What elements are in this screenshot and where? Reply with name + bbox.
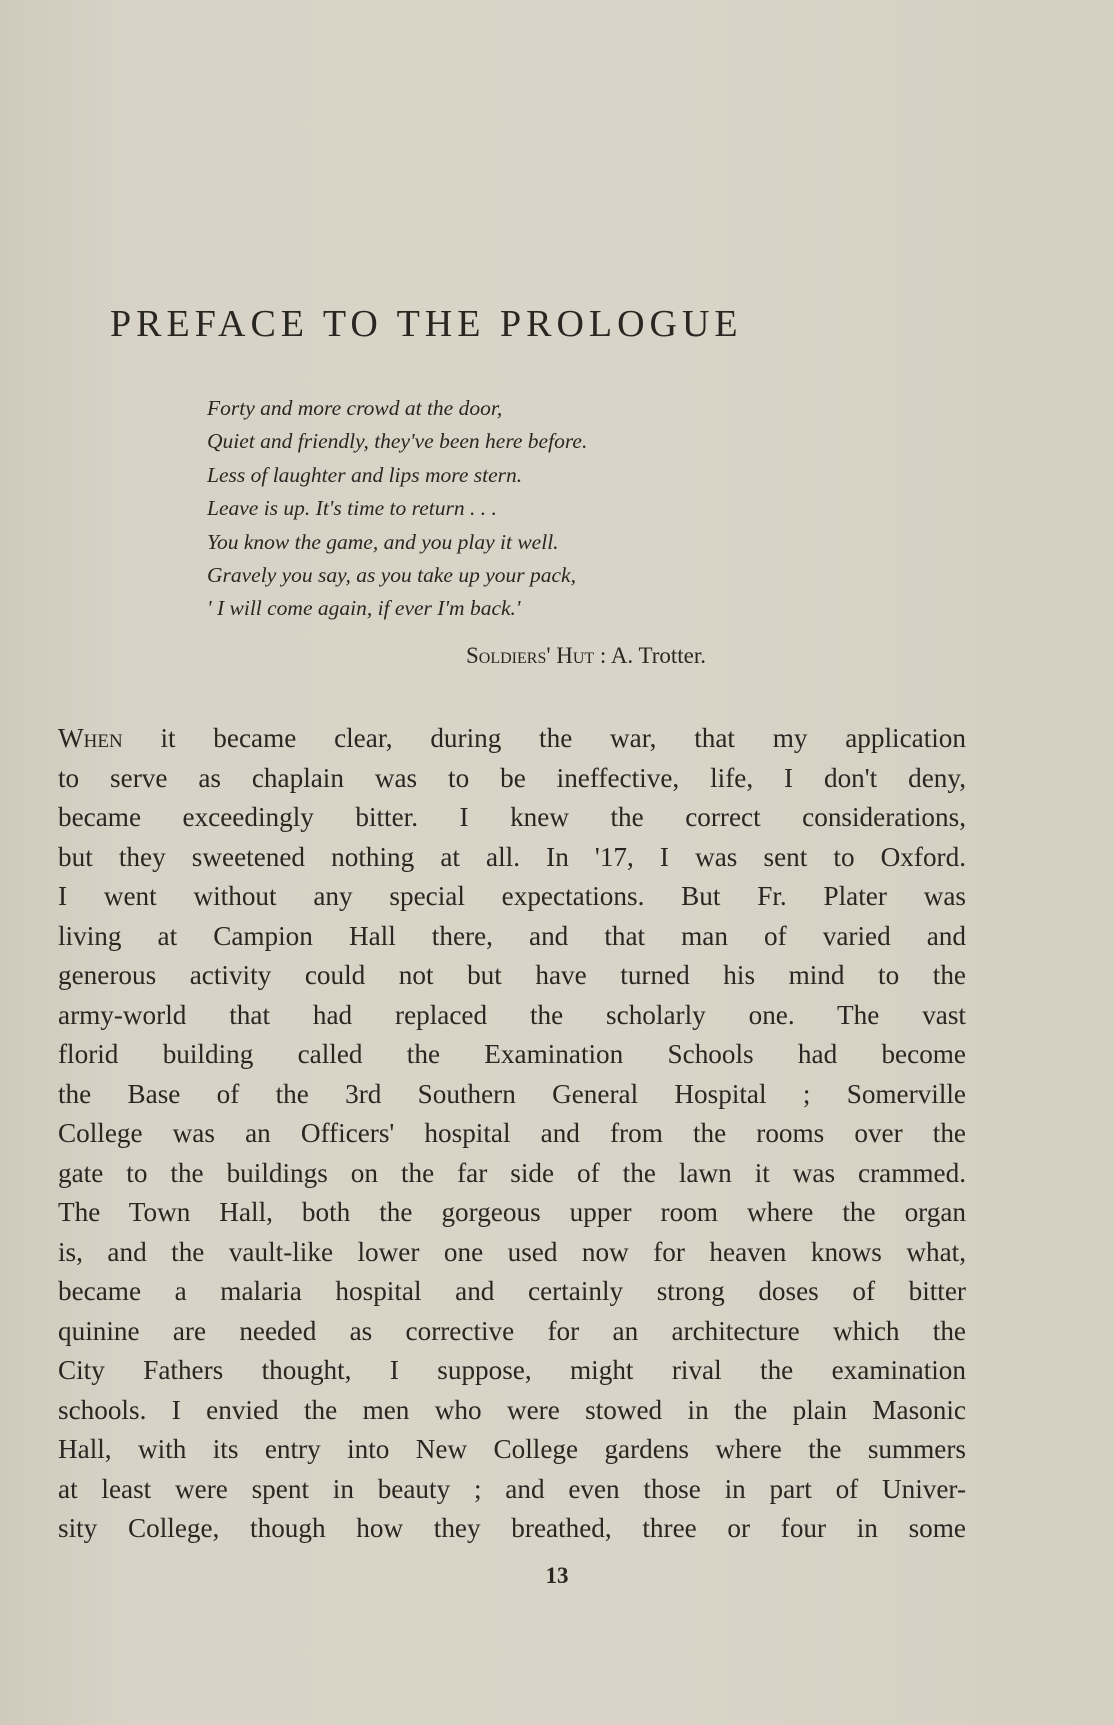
body-line: became a malaria hospital and certainly strong doses of bitter [58,1276,966,1306]
body-line [58,719,966,759]
body-line: I went without any special expectations. But Fr. Plater was [58,881,966,911]
body-line: the Base of the 3rd Southern General Hospital ; Somerville [58,1078,966,1109]
body-line: City Fathers thought, I suppose, might rival the examination [58,1355,966,1385]
verse-line: Leave is up. It's time to return . . . [207,496,497,521]
verse-line: Less of laughter and lips more stern. [207,462,523,487]
body-line: quinine are needed as corrective for an architecture which the [58,1315,966,1346]
epigraph-verse [207,392,587,626]
body-line: gate to the buildings on the far side of the lawn it was crammed. [58,1157,966,1188]
verse-line: Gravely you say, as you take up your pack, [207,563,576,588]
page-number: 13 [545,1563,569,1588]
body-line: Hall, with its entry into New College gardens where the summers [58,1434,966,1464]
body-line: but they sweetened nothing at all. In '17, I was sent to Oxford. [58,841,966,872]
chapter-title: PREFACE TO THE PROLOGUE [110,303,743,345]
epigraph-attribution [466,643,706,669]
body-line: sity College, though how they breathed, three or four in some [58,1513,966,1543]
body-line: schools. I envied the men who were stowed in the plain Masonic [58,1394,966,1425]
verse-line: You know the game, and you play it well. [207,529,559,554]
body-line: is, and the vault-like lower one used now for heaven knows what, [58,1236,966,1267]
body-line: army-world that had replaced the scholarly one. The vast [58,999,966,1030]
body-paragraph [58,719,966,1549]
body-line: College was an Officers' hospital and from the rooms over the [58,1118,966,1148]
body-line: generous activity could not but have turned his mind to the [58,960,966,990]
epigraph-author: A. Trotter. [610,643,707,668]
verse-line: ' I will come again, if ever I'm back.' [207,596,521,621]
epigraph-source: Soldiers' Hut : [466,643,607,668]
verse-line: Forty and more crowd at the door, [207,396,503,420]
verse-line: Quiet and friendly, they've been here before. [207,429,588,454]
body-line: The Town Hall, both the gorgeous upper room where the organ [58,1197,966,1227]
body-line: at least were spent in beauty ; and even those in part of Univer- [58,1473,966,1504]
drop-word: When [58,723,123,753]
body-line: living at Campion Hall there, and that man of varied and [58,920,966,951]
body-line-text: it became clear, during the war, that my application [122,723,966,753]
body-line: became exceedingly bitter. I knew the correct considerations, [58,802,966,832]
body-line: to serve as chaplain was to be ineffective, life, I don't deny, [58,762,966,793]
body-line: florid building called the Examination Schools had become [58,1039,966,1069]
